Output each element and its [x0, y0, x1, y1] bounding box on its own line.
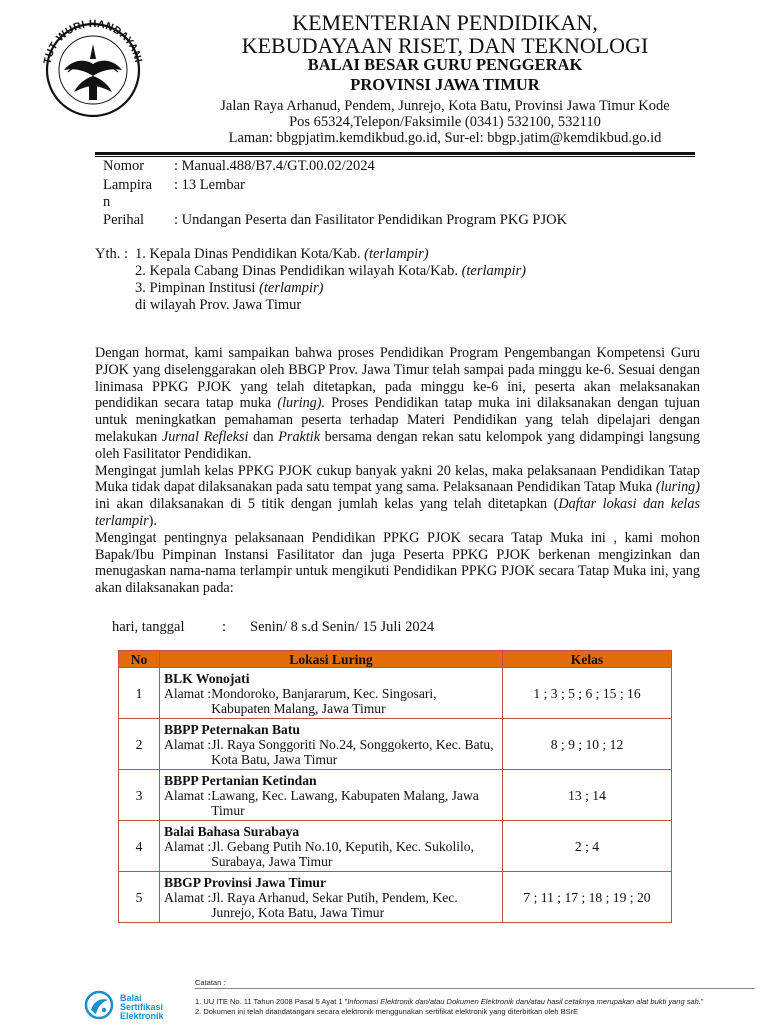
- table-row: [119, 668, 672, 719]
- recipient-2: 2. Kepala Cabang Dinas Pendidikan wilayah Kota/Kab. (terlampir): [135, 263, 527, 279]
- institution-province: PROVINSI JAWA TIMUR: [350, 75, 540, 94]
- location-name: Balai Bahasa Surabaya: [164, 823, 300, 839]
- location-address: Alamat : Jl. Raya Songgoriti No.24, Songgokerto, Kec. Batu, Kota Batu, Jawa Timur: [164, 736, 494, 767]
- ministry-line-1: KEMENTERIAN PENDIDIKAN,: [292, 10, 598, 35]
- recipient-3: 3. Pimpinan Institusi (terlampir): [135, 280, 324, 296]
- address-line-2: Pos 65324,Telepon/Faksimile (0341) 532100, 532110: [289, 114, 601, 130]
- location-address: Alamat : Jl. Gebang Putih No.10, Keputih, Kec. Sukolilo, Surabaya, Jawa Timur: [164, 838, 474, 869]
- row-no: 1: [119, 668, 160, 719]
- lampiran-value: : 13 Lembar: [174, 177, 245, 193]
- lampiran-label-wrap: n: [103, 194, 111, 210]
- footer-note-2: 2. Dokumen ini telah ditandatangani secara elektronik menggunakan sertifikat elektronik yang diterbitkan oleh BSrE: [195, 1007, 579, 1016]
- row-kelas: 7 ; 11 ; 17 ; 18 ; 19 ; 20: [503, 872, 672, 923]
- address-line-1: Jalan Raya Arhanud, Pendem, Junrejo, Kota Batu, Provinsi Jawa Timur Kode: [220, 98, 670, 114]
- schedule-colon: :: [222, 619, 227, 635]
- paragraph-2: Mengingat jumlah kelas PPKG PJOK cukup banyak yakni 20 kelas, maka pelaksanaan Pendidikan Tatap Muka tidak dapat dilaksanakan pada satu tempat yang sama. Pelaksanaan Pendidikan Tatap Muka (luring) ini akan dilaksanakan di 5 titik dengan jumlah kelas yang telah ditetapkan (Daftar lokasi dan kelas terlampir).: [95, 462, 700, 529]
- paragraph-1: Dengan hormat, kami sampaikan bahwa proses Pendidikan Program Pengembangan Kompetensi Guru PJOK yang diselenggarakan oleh BBGP Prov. Jawa Timur telah sampai pada minggu ke-6. Sesuai dengan linimasa PPKG PJOK yang telah ditetapkan, pada minggu ke-6 ini, peserta akan melaksanakan pendidikan secara tatap muka (luring). Proses Pendidikan tatap muka ini dilaksanakan dengan tujuan untuk meningkatkan pemahaman peserta terhadap Materi Pendidikan yang telah dipelajari dengan melakukan Jurnal Refleksi dan Praktik bersama dengan rekan satu kelompok yang didampingi langsung oleh Fasilitator Pendidikan.: [95, 345, 700, 462]
- header-no: No: [119, 651, 160, 668]
- location-name: BBPP Pertanian Ketindan: [164, 772, 317, 788]
- bsre-name: Balai Sertifikasi Elektronik: [120, 993, 164, 1021]
- emblem-icon: [34, 14, 152, 118]
- row-location: [160, 770, 503, 821]
- bsre-swirl-icon: [82, 990, 116, 1020]
- paragraph-3: Mengingat pentingnya pelaksanaan Pendidikan PPKG PJOK secara Tatap Muka ini , kami mohon Bapak/Ibu Pimpinan Instansi Fasilitator dan juga Peserta PPKG PJOK berkenan mengizinkan dan menugaskan nama-nama terlampir untuk mengikuti Pendidikan PPKG PJOK secara Tatap Muka ini, yang akan dilaksanakan pada:: [95, 529, 700, 597]
- row-kelas: 1 ; 3 ; 5 ; 6 ; 15 ; 16: [503, 668, 672, 719]
- table-header-row: [119, 651, 672, 668]
- bsre-logo: [82, 990, 116, 1020]
- schedule-label: hari, tanggal: [112, 619, 185, 635]
- location-name: BLK Wonojati: [164, 670, 250, 686]
- row-kelas: 2 ; 4: [503, 821, 672, 872]
- letter-body: [95, 345, 700, 597]
- location-name: BBPP Peternakan Batu: [164, 721, 300, 737]
- header-rule-thick: [95, 152, 695, 155]
- row-kelas: 8 ; 9 ; 10 ; 12: [503, 719, 672, 770]
- table-row: [119, 872, 672, 923]
- header-lokasi: Lokasi Luring: [160, 651, 503, 668]
- table-row: [119, 719, 672, 770]
- row-location: [160, 872, 503, 923]
- table-row: [119, 770, 672, 821]
- location-address: Alamat : Mondoroko, Banjararum, Kec. Singosari, Kabupaten Malang, Jawa Timur: [164, 685, 437, 716]
- footer-note-1: 1. UU ITE No. 11 Tahun 2008 Pasal 5 Ayat 1 "Informasi Elektronik dan/atau Dokumen Elektronik dan/atau hasil cetaknya merupakan alat bukti yang sah.": [195, 997, 704, 1006]
- row-location: [160, 821, 503, 872]
- location-address: Alamat : Jl. Raya Arhanud, Sekar Putih, Pendem, Kec. Junrejo, Kota Batu, Jawa Timur: [164, 889, 458, 920]
- nomor-value: : Manual.488/B7.4/GT.00.02/2024: [174, 158, 375, 174]
- tut-wuri-handayani-logo: [34, 14, 152, 118]
- recipient-yth: Yth. :: [95, 246, 129, 262]
- perihal-value: : Undangan Peserta dan Fasilitator Pendidikan Program PKG PJOK: [174, 212, 568, 228]
- row-no: 4: [119, 821, 160, 872]
- recipient-region: di wilayah Prov. Jawa Timur: [135, 297, 302, 313]
- lampiran-label: Lampira: [103, 177, 153, 193]
- footer-catatan: Catatan :: [195, 978, 226, 987]
- row-kelas: 13 ; 14: [503, 770, 672, 821]
- table-row: [119, 821, 672, 872]
- schedule-value: Senin/ 8 s.d Senin/ 15 Juli 2024: [250, 619, 435, 635]
- footer-rule: [195, 988, 755, 989]
- institution-name: BALAI BESAR GURU PENGGERAK: [307, 55, 583, 74]
- location-name: BBGP Provinsi Jawa Timur: [164, 874, 327, 890]
- recipient-1: 1. Kepala Dinas Pendidikan Kota/Kab. (terlampir): [135, 246, 429, 262]
- row-no: 3: [119, 770, 160, 821]
- row-location: [160, 719, 503, 770]
- logo-motto: TUT WURI HANDAYANI: [41, 17, 145, 66]
- nomor-label: Nomor: [103, 158, 145, 174]
- row-location: [160, 668, 503, 719]
- address-line-3: Laman: bbgpjatim.kemdikbud.go.id, Sur-el: bbgp.jatim@kemdikbud.go.id: [228, 130, 662, 146]
- header-kelas: Kelas: [503, 651, 672, 668]
- perihal-label: Perihal: [103, 212, 145, 228]
- location-address: Alamat : Lawang, Kec. Lawang, Kabupaten Malang, Jawa Timur: [164, 787, 479, 818]
- row-no: 2: [119, 719, 160, 770]
- row-no: 5: [119, 872, 160, 923]
- ministry-line-2: KEBUDAYAAN RISET, DAN TEKNOLOGI: [241, 33, 649, 58]
- location-table: [118, 650, 672, 923]
